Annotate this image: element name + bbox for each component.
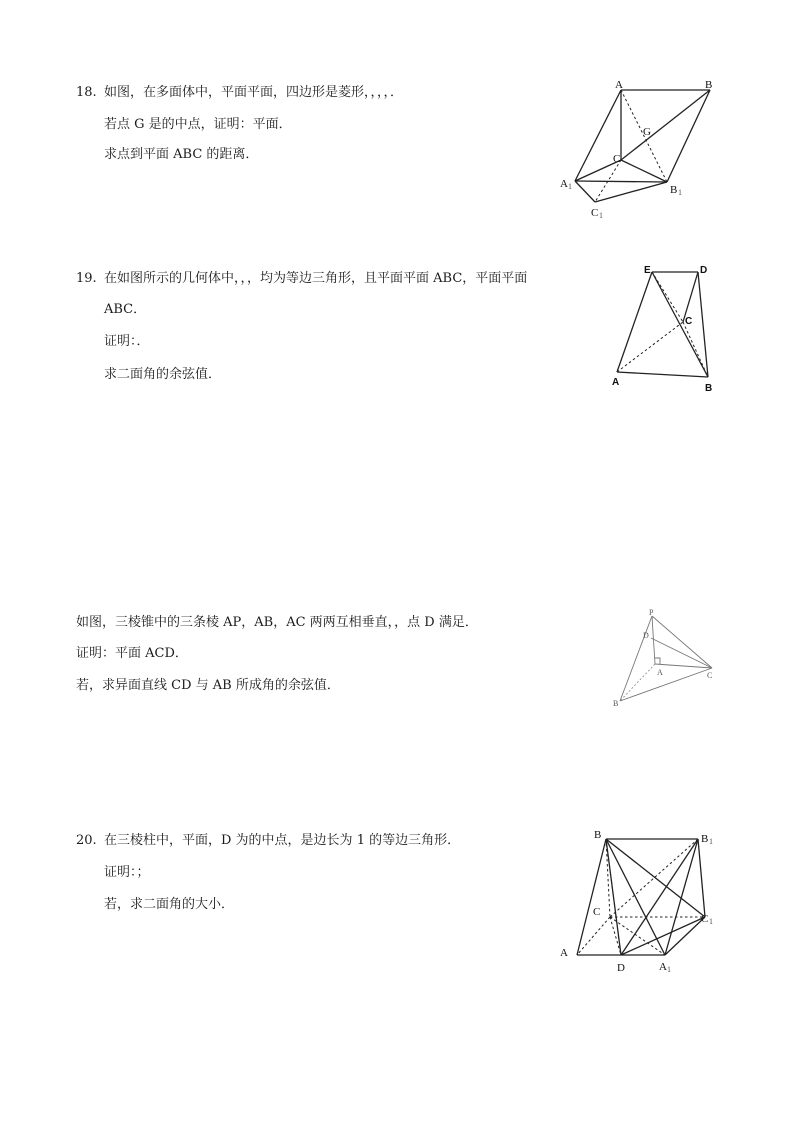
problem-part-1: 证明：． [104, 334, 150, 349]
tetrahedron-edges [620, 616, 712, 701]
problem-statement: 如图，在多面体中，平面平面，四边形是菱形，，，，． [104, 85, 404, 100]
problem-part-1: 若点 G 是的中点，证明：平面． [104, 117, 292, 132]
polyhedron-edges [575, 90, 710, 202]
problem-part-2: 求点到平面 ABC 的距离． [104, 147, 259, 162]
problem-number: 19. [76, 271, 97, 286]
vertex-subscript-a1: 1 [667, 965, 671, 974]
figure-triangular-prism [555, 822, 730, 982]
vertex-subscript-b1: 1 [709, 837, 713, 846]
problem-part-2: 若，求二面角的大小． [104, 897, 235, 912]
solid-edges [617, 272, 708, 377]
vertex-label-c1: C [701, 913, 709, 925]
problem-part-2: 若，求异面直线 CD 与 AB 所成角的余弦值． [76, 678, 340, 693]
figure-tetrahedron [605, 606, 725, 711]
vertex-label-d: D [643, 631, 649, 640]
prism-edges [577, 839, 705, 955]
vertex-label-a: A [612, 377, 620, 388]
problem-part-1: 证明：； [104, 865, 150, 880]
problem-number: 18. [76, 85, 97, 100]
problem-statement: 如图，三棱锥中的三条棱 AP，AB，AC 两两互相垂直，，点 D 满足． [76, 615, 478, 630]
problem-statement: 在如图所示的几何体中，，，均为等边三角形，且平面平面 ABC，平面平面 [104, 271, 528, 286]
figure-polyhedron [555, 78, 725, 228]
vertex-label-c: C [613, 153, 621, 165]
vertex-subscript-c1: 1 [599, 211, 603, 220]
vertex-label-a: A [657, 668, 663, 677]
problem-part-1: 证明：平面 ACD． [76, 646, 188, 661]
prism-diagram [555, 822, 730, 982]
vertex-label-c1: C [591, 207, 599, 219]
tetrahedron-diagram [605, 606, 725, 711]
vertex-label-b: B [705, 79, 713, 91]
vertex-label-d: D [700, 265, 708, 276]
vertex-label-d: D [617, 962, 625, 974]
vertex-subscript-c1: 1 [709, 917, 713, 926]
vertex-label-p: P [649, 608, 654, 617]
problem-statement: 在三棱柱中，平面，D 为的中点，是边长为 1 的等边三角形． [104, 833, 461, 848]
vertex-label-c: C [593, 906, 601, 918]
problem-number: 20. [76, 833, 97, 848]
vertex-label-b: B [594, 829, 602, 841]
vertex-label-b1: B [701, 833, 709, 845]
vertex-label-a1: A [560, 178, 568, 190]
vertex-subscript-a1: 1 [568, 182, 572, 191]
vertex-label-b1: B [670, 184, 678, 196]
problem-part-2: 求二面角的余弦值． [104, 367, 222, 382]
solid-diagram [605, 262, 725, 397]
vertex-label-c: C [685, 316, 693, 327]
figure-geometric-solid [605, 262, 725, 397]
vertex-label-b: B [613, 699, 619, 708]
vertex-label-b: B [705, 383, 713, 394]
vertex-label-c: C [707, 671, 713, 680]
vertex-label-a: A [560, 947, 568, 959]
problem-statement-cont: ABC． [104, 302, 147, 317]
vertex-label-a1: A [659, 961, 667, 973]
vertex-subscript-b1: 1 [678, 188, 682, 197]
vertex-label-a: A [615, 79, 623, 91]
vertex-label-e: E [644, 265, 651, 276]
vertex-label-g: G [643, 126, 651, 138]
polyhedron-diagram [555, 78, 725, 228]
